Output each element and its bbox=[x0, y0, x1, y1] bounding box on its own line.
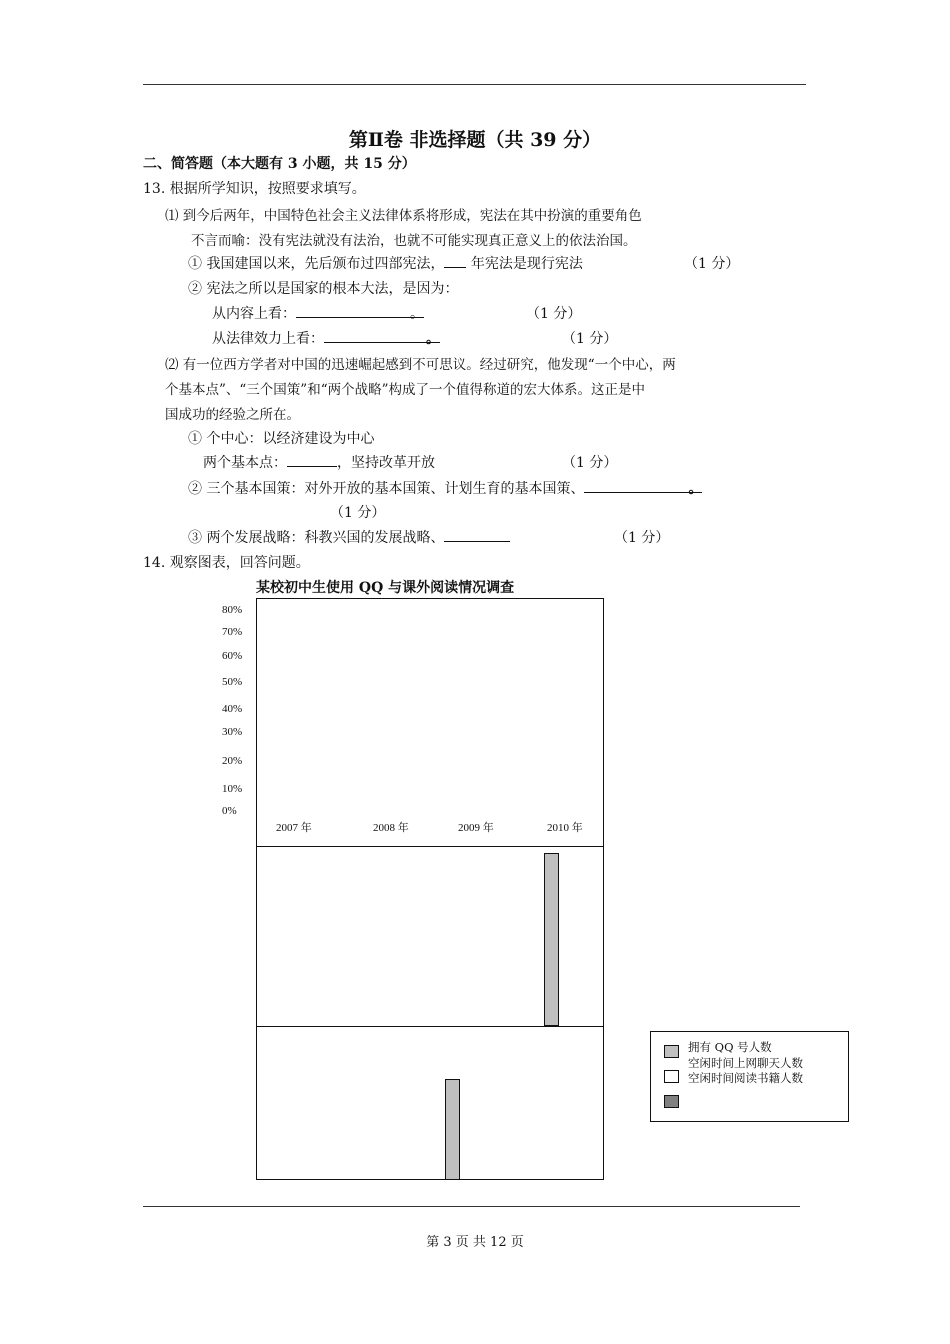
q13-p1-line1: ⑴ 到今后两年，中国特色社会主义法律体系将形成，宪法在其中扮演的重要角色 bbox=[165, 208, 642, 224]
score-label: （1 分） bbox=[562, 455, 618, 471]
score-label: （1 分） bbox=[526, 306, 582, 322]
score-label: （1 分） bbox=[684, 256, 740, 272]
section-subtitle: 二、简答题（本大题有 3 小题，共 15 分） bbox=[143, 156, 416, 172]
q13-item1-text-b: 年宪法是现行宪法 bbox=[470, 256, 583, 272]
score-label: （1 分） bbox=[614, 530, 670, 546]
q13-item2-content bbox=[212, 303, 424, 323]
q13-item2: ② 宪法之所以是国家的根本大法，是因为： bbox=[188, 281, 459, 297]
y-tick-label: 70% bbox=[222, 626, 243, 638]
chart-divider bbox=[256, 846, 604, 847]
period: 。 bbox=[410, 306, 424, 322]
q13-c1: ① 个中心：以经济建设为中心 bbox=[188, 431, 375, 447]
answer-blank[interactable] bbox=[296, 303, 424, 322]
page-number: 第 3 页 共 12 页 bbox=[426, 1235, 524, 1250]
q13-p2-line2: 个基本点”、“三个国策”和“两个战略”构成了一个值得称道的宏大体系。这正是中 bbox=[165, 382, 646, 398]
score-label: （1 分） bbox=[562, 331, 618, 347]
q13-p1-line2: 不言而喻：没有宪法就没有法治，也就不可能实现真正意义上的依法治国。 bbox=[191, 233, 637, 249]
score-label: （1 分） bbox=[330, 505, 386, 521]
q13-c1b-text: ，坚持改革开放 bbox=[337, 455, 435, 471]
q13-c1b bbox=[203, 452, 435, 472]
period: 。 bbox=[426, 331, 440, 347]
section-title: 第Ⅱ卷 非选择题（共 39 分） bbox=[348, 129, 602, 151]
x-tick-label: 2008 年 bbox=[373, 822, 409, 834]
footer-rule bbox=[143, 1206, 800, 1207]
legend-marker-qq-owners bbox=[664, 1045, 679, 1058]
y-tick-label: 80% bbox=[222, 604, 243, 616]
x-tick-label: 2010 年 bbox=[547, 822, 583, 834]
x-tick-label: 2009 年 bbox=[458, 822, 494, 834]
legend-label-reading: 空闲时间阅读书籍人数 bbox=[688, 1071, 803, 1085]
answer-blank[interactable] bbox=[444, 253, 466, 268]
y-tick-label: 50% bbox=[222, 676, 243, 688]
q13-item2-content-label: 从内容上看： bbox=[212, 306, 296, 322]
answer-blank[interactable] bbox=[324, 328, 440, 347]
bar-qq-owners-2010 bbox=[544, 853, 559, 1026]
legend-marker-chat bbox=[664, 1070, 679, 1083]
q13-stem: 13. 根据所学知识，按照要求填写。 bbox=[143, 181, 366, 197]
q13-c3 bbox=[188, 527, 510, 547]
answer-blank[interactable] bbox=[444, 527, 510, 542]
q13-c1b-label: 两个基本点： bbox=[203, 455, 287, 471]
q13-c2 bbox=[188, 478, 702, 498]
q13-item2-effect bbox=[212, 328, 440, 348]
q13-p2-line1: ⑵ 有一位西方学者对中国的迅速崛起感到不可思议。经过研究，他发现“一个中心，两 bbox=[165, 357, 676, 373]
y-tick-label: 40% bbox=[222, 703, 243, 715]
q13-item1 bbox=[188, 253, 583, 273]
chart-divider bbox=[256, 1026, 604, 1027]
y-tick-label: 30% bbox=[222, 726, 243, 738]
q13-item1-text-a: ① 我国建国以来，先后颁布过四部宪法， bbox=[188, 256, 445, 272]
chart-title: 某校初中生使用 QQ 与课外阅读情况调查 bbox=[256, 580, 515, 596]
q14-stem: 14. 观察图表，回答问题。 bbox=[143, 555, 310, 571]
q13-c2-text: ② 三个基本国策：对外开放的基本国策、计划生育的基本国策、 bbox=[188, 481, 585, 497]
bar-online-chat-2009 bbox=[445, 1079, 460, 1180]
q13-item2-effect-label: 从法律效力上看： bbox=[212, 331, 324, 347]
q13-p2-line3: 国成功的经验之所在。 bbox=[165, 407, 300, 423]
legend-marker-reading bbox=[664, 1095, 679, 1108]
legend-label-qq-owners: 拥有 QQ 号人数 bbox=[688, 1040, 772, 1054]
answer-blank[interactable] bbox=[584, 478, 703, 497]
y-tick-label: 0% bbox=[222, 805, 237, 817]
header-rule bbox=[143, 84, 806, 85]
y-tick-label: 10% bbox=[222, 783, 243, 795]
legend-label-chat: 空闲时间上网聊天人数 bbox=[688, 1056, 803, 1070]
answer-blank[interactable] bbox=[287, 452, 337, 467]
period: 。 bbox=[688, 481, 703, 497]
x-tick-label: 2007 年 bbox=[276, 822, 312, 834]
y-tick-label: 20% bbox=[222, 755, 243, 767]
q13-c3-text: ③ 两个发展战略：科教兴国的发展战略、 bbox=[188, 530, 445, 546]
y-tick-label: 60% bbox=[222, 650, 243, 662]
